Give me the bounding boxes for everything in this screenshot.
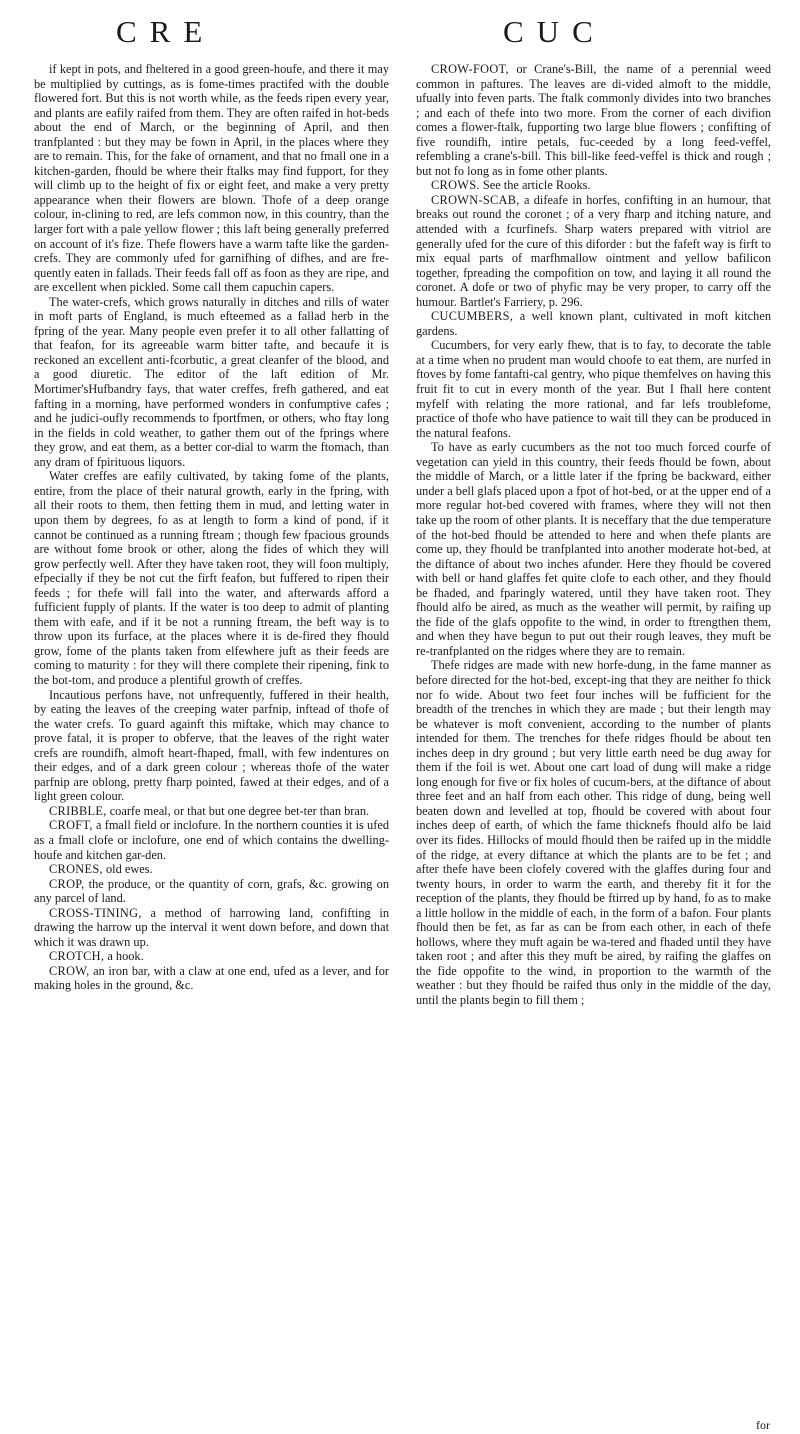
dictionary-entry [416, 62, 771, 178]
dictionary-entry [34, 964, 389, 993]
header-left: CRE [116, 14, 216, 49]
dictionary-entry [416, 178, 771, 193]
entry-text: if kept in pots, and fheltered in a good green-houfe, and there it may be multiplied by cuttings, as is fome-times practifed with the double flowered fort. But this is not worth while, as the feeds ripen every year, and plants are eafily raifed from them. They are often raifed in hot-beds about the end of March, or the beginning of April, and then tranfplanted : but they may be fown in April, in the places where they are to remain. This, for the fake of ornament, and that no fmall one in a kitchen-garden, fhould be where their ftalks may find fupport, for they will climb up to the height of fix or eight feet, and make a very pretty appearance when their flowers are blown. Thofe of a deep orange colour, in-clining to red, are lefs common now, in this country, than the larger fort with a pale yellow flower ; this laft being generally preferred on account of it's fize. Thefe flowers have a warm tafte like the garden-crefs. They are commonly ufed for garnifhing of difhes, and are fre-quently eaten in fallads. Their feeds fall off as foon as they are ripe, and are excellent when pickled. Some call them capuchin capers. [34, 62, 389, 295]
paragraph [34, 688, 389, 804]
left-column [34, 62, 389, 993]
paragraph [416, 440, 771, 658]
entry-headword: CROSS-TINING, [49, 905, 142, 920]
entry-text: Water creffes are eafily cultivated, by taking fome of the plants, entire, from the place of their natural growth, early in the fpring, with all their roots to them, then fetting them in mud, and letting water in upon them by degrees, fo as at length to form a kind of pond, if it cannot be continued as a running ftream ; though few fpacious grounds are without fome brook or other, along the fides of which they will grow perfectly well. After they have taken root, they will foon multiply, efpecially if they be not cut the firft feafon, but fuffered to ripen their feeds ; for thefe will fall into the water, and afterwards afford a fufficient fupply of plants. If the water is too deep to admit of planting them with eafe, and if it be not a running ftream, the beft way is to throw upon its furface, at the places where it is de-fired they fhould grow, fome of the plants taken from elfewhere juft as their feeds are coming to maturity : for they will there complete their ripening, fink to the bot-tom, and produce a plentiful growth of creffes. [34, 469, 389, 687]
running-header [0, 14, 800, 54]
dictionary-entry [416, 193, 771, 309]
entry-text: Incautious perfons have, not unfrequently, fuffered in their health, by eating the leaves of the creeping water parfnip, inftead of thofe of the water crefs. To guard againft this miftake, which may chance to prove fatal, it is proper to obferve, that the leaves of the right water crefs are roundifh, almoft heart-fhaped, fmall, with few indentures on their edges, and of a dark green colour ; whereas thofe of the water parfnip are oblong, pretty fharp pointed, fawed at their edges, and of a light green colour. [34, 687, 389, 804]
entry-text: a well known plant, cultivated in moft kitchen gardens. [416, 309, 771, 338]
paragraph [416, 338, 771, 440]
dictionary-entry [34, 804, 389, 819]
entry-headword: CROTCH, [49, 949, 105, 964]
dictionary-entry [416, 309, 771, 338]
entry-headword: CRONES, [49, 862, 103, 877]
entry-text: The water-crefs, which grows naturally in ditches and rills of water in moft parts of England, is much efteemed as a fallad herb in the fpring of the year. Many people even prefer it to all other fallatting of that feafon, for its agreeable warm bitter tafte, and becaufe it is reckoned an excellent anti-fcorbutic, a great cleanfer of the blood, and a good diuretic. The editor of the laft edition of Mr. Mortimer'sHufbandry fays, that water creffes, frefh gathered, and eat fafting in a morning, have performed wonders in confumptive cafes ; and he judici-oufly recommends to fportfmen, or others, who ftay long in the fields in cold weather, to gather them out of the fprings where they grow, and eat them, as a better cor-dial to warm the ftomach, than any dram of fpirituous liquors. [34, 294, 389, 469]
entry-headword: CROWN-SCAB, [431, 192, 520, 207]
entry-text: a difeafe in horfes, confifting in an humour, that breaks out round the coronet ; of a very fharp and itching nature, and attended with a fcurfinefs. Sharp waters prepared with vitriol are generally ufed for the cure of this diforder : but the fafeft way is firft to mix equal parts of marfhmallow ointment and yellow bafilicon together, fpreading the compofition on tow, and laying it all round the coronet. A dofe or two of phyfic may be very proper, to carry off the humour. Bartlet's Farriery, p. 296. [416, 192, 771, 309]
paragraph [34, 295, 389, 470]
right-column [416, 62, 771, 1008]
entry-text: a hook. [104, 949, 144, 964]
dictionary-entry [34, 906, 389, 950]
entry-headword: CROW-FOOT, [431, 62, 509, 76]
entry-text: or Crane's-Bill, the name of a perennial weed common in paftures. The leaves are di-vided almoft to the middle, ufually into feven parts. The ftalk commonly divides into two branches ; and each of thefe into two more. From the corner of each divifion comes a flower-ftalk, fupporting two large blue flowers ; confifting of five roundifh, intire petals, fuc-ceeded by a long feed-veffel, refembling a crane's-bill. This bill-like feed-veffel is thick and rough ; but not fo long as in fome other plants. [416, 62, 771, 178]
entry-text: the produce, or the quantity of corn, grafs, &c. growing on any parcel of land. [34, 876, 389, 906]
entry-text: old ewes. [102, 862, 153, 877]
catchword: for [756, 1418, 770, 1432]
dictionary-entry [34, 877, 389, 906]
entry-text: Thefe ridges are made with new horfe-dung, in the fame manner as before directed for the hot-bed, except-ing that they are neither fo thick nor fo wide. About two feet four inches will be fufficient for the breadth of the trenches in which they are made ; but their length may be whatever is moft convenient, according to the number of plants intended for them. The trenches for thefe ridges fhould be about ten inches deep in dry ground ; but very little earth need be dug away for them if the foil is wet. About one cart load of dung will make a ridge long enough for five or fix holes of cucum-bers, at the diftance of about three feet and an half from each other. This ridge of dung, being well beaten down and levelled at top, fhould be covered with about four inches deep of earth, of which the fame thicknefs fhould alfo be laid over its fides. Hillocks of mould fhould then be raifed up in the middle of the ridge, at every diftance at which the plants are to be fet ; and after thefe have been clofely covered with the glaffes during four and twenty hours, in order to warm the earth, and thereby fit it for the reception of the plants, they fhould be ftirred up by hand, fo as to make a little hollow in the middle of each, in the form of a bafon. Four plants fhould then be fet, as far as can be from each other, in each of thefe hollows, where they muft again be wa-tered and fhaded until they have taken root ; and after this they muft be aired, by raifing the glaffes on the fide oppofite to the wind, in proportion to the warmth of the weather : but they fhould be raifed thus only in the middle of the day, until the plants begin to fill them ; [416, 658, 771, 1007]
entry-text: an iron bar, with a claw at one end, ufed as a lever, and for making holes in the ground, &c. [34, 963, 389, 993]
entry-headword: CUCUMBERS, [431, 309, 514, 324]
paragraph [34, 469, 389, 687]
entry-headword: CROWS. [431, 178, 480, 193]
dictionary-entry [34, 818, 389, 862]
paragraph [34, 62, 389, 295]
entry-headword: CRIBBLE, [49, 803, 107, 818]
entry-headword: CROW, [49, 963, 90, 978]
entry-text: See the article Rooks. [479, 178, 591, 193]
entry-text: a fmall field or inclofure. In the northern counties it is ufed as a fmall clofe or inclofure, one end of which contains the dwelling-houfe and kitchen gar-den. [34, 818, 389, 862]
entry-headword: CROFT, [49, 818, 93, 833]
entry-text: Cucumbers, for very early fhew, that is to fay, to decorate the table at a time when no prudent man would choofe to eat them, are nurfed in ftoves by fome fantafti-cal gentry, who pique themfelves on having this fruit fit to cut in every month of the year. But I fhall here content myfelf with relating the more rational, and far lefs troublefome, practice of thofe who have patience to wait till they can be produced in the natural feafons. [416, 338, 771, 440]
entry-text: To have as early cucumbers as the not too much forced courfe of vegetation can yield in this country, their feeds fhould be fown, about the middle of March, or a little later if the fpring be backward, either under a bell glafs placed upon a fpot of hot-bed, or at the upper end of a more regular hot-bed covered with frames, where they will not then take up the room of other plants. It is neceffary that the due temperature of the hot-bed fhould be attended to here and when thefe plants are come up, they fhould be tranfplanted into another moderate hot-bed, at the diftance of about two inches afunder. Here they fhould be covered with bell or hand glaffes fet quite clofe to each other, and they fhould be fhaded, and fparingly watered, until they have taken root. They fhould alfo be aired, as much as the weather will permit, by raifing up the fide of the glafs oppofite to the wind, in order to ftrengthen them, and when they have begun to put out their rough leaves, they muft be re-tranfplanted on the ridges where they are to remain. [416, 440, 771, 658]
entry-text: coarfe meal, or that but one degree bet-ter than bran. [106, 803, 370, 818]
entry-text: a method of harrowing land, confifting in drawing the harrow up the interval it went down before, and down that which it was drawn up. [34, 905, 389, 949]
dictionary-entry [34, 949, 389, 964]
entry-headword: CROP, [49, 876, 85, 891]
header-right: CUC [503, 14, 606, 49]
paragraph [416, 658, 771, 1007]
dictionary-entry [34, 862, 389, 877]
